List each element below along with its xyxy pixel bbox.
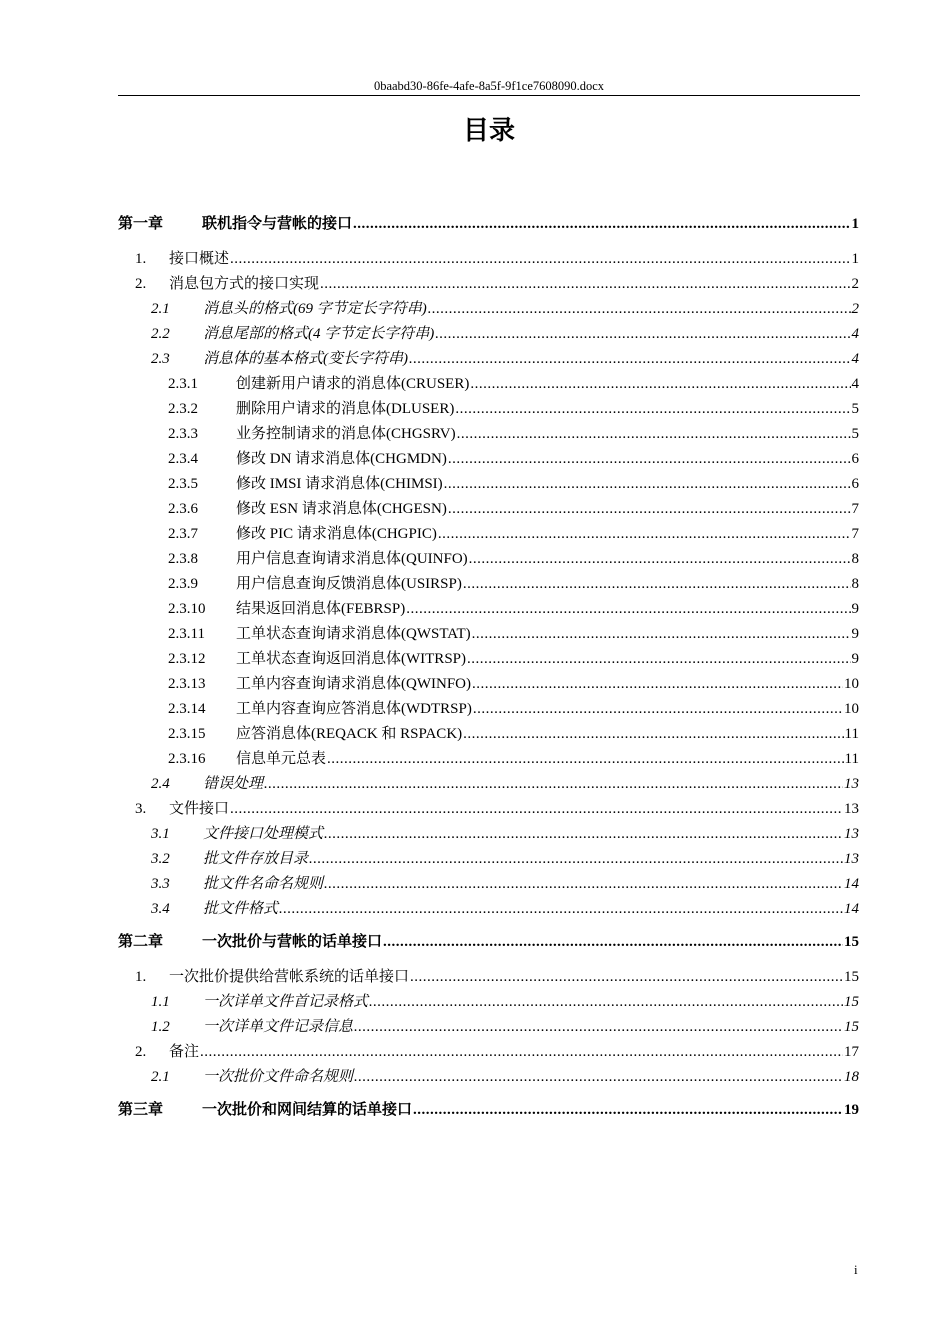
toc-entry[interactable]	[151, 849, 859, 869]
toc-dot-leader	[463, 724, 843, 744]
toc-dot-leader	[435, 324, 850, 344]
toc-dot-leader	[409, 349, 851, 369]
toc-entry-title: 批文件格式	[203, 901, 279, 917]
toc-entry-page: 4	[851, 351, 859, 367]
toc-entry[interactable]	[168, 374, 859, 394]
toc-entry[interactable]	[168, 524, 859, 544]
toc-entry-number: 2.3.12	[168, 651, 206, 667]
toc-entry-page: 1	[851, 251, 859, 267]
toc-entry[interactable]	[135, 274, 859, 294]
toc-dot-leader	[309, 849, 843, 869]
toc-dot-leader	[230, 799, 843, 819]
toc-entry-title: 一次详单文件记录信息	[203, 1019, 354, 1035]
toc-entry-number: 2.3.15	[168, 726, 206, 742]
toc-entry-page: 5	[851, 426, 859, 442]
toc-entry-page: 13	[844, 826, 859, 842]
toc-dot-leader	[354, 1067, 843, 1087]
toc-entry-page: 4	[851, 326, 859, 342]
toc-dot-leader	[467, 649, 851, 669]
toc-entry-title: 文件接口处理模式	[203, 826, 324, 842]
toc-dot-leader	[472, 674, 843, 694]
toc-entry-page: 8	[851, 576, 859, 592]
toc-entry-page: 9	[851, 601, 859, 617]
toc-entry-title: 联机指令与营帐的接口	[202, 216, 353, 232]
toc-dot-leader	[469, 549, 851, 569]
toc-entry-page: 13	[844, 801, 859, 817]
toc-entry[interactable]	[168, 649, 859, 669]
toc-entry-title: 用户信息查询请求消息体(QUINFO)	[236, 551, 468, 567]
toc-dot-leader	[470, 374, 850, 394]
toc-entry-number: 2.1	[151, 301, 170, 317]
toc-entry-number: 2.3.7	[168, 526, 198, 542]
toc-entry[interactable]	[168, 449, 859, 469]
toc-title: 目录	[462, 116, 515, 146]
toc-entry-title: 删除用户请求的消息体(DLUSER)	[236, 401, 455, 417]
toc-entry-page: 17	[844, 1044, 859, 1060]
toc-dot-leader	[457, 424, 851, 444]
toc-entry-page: 9	[851, 651, 859, 667]
toc-dot-leader	[279, 899, 843, 919]
toc-entry-title: 创建新用户请求的消息体(CRUSER)	[236, 376, 470, 392]
toc-entry-number: 2.3.14	[168, 701, 206, 717]
toc-dot-leader	[327, 749, 844, 769]
toc-entry-page: 15	[844, 934, 859, 950]
toc-dot-leader	[444, 474, 851, 494]
toc-dot-leader	[320, 274, 850, 294]
toc-entry-number: 第三章	[118, 1102, 164, 1118]
toc-entry-number: 第一章	[118, 216, 164, 232]
toc-entry-page: 14	[844, 876, 859, 892]
toc-entry-number: 3.2	[151, 851, 170, 867]
toc-entry-title: 结果返回消息体(FEBRSP)	[236, 601, 406, 617]
page-header-filename: 0baabd30-86fe-4afe-8a5f-9f1ce7608090.docx	[373, 79, 605, 93]
toc-entry[interactable]	[151, 1017, 859, 1037]
toc-entry-number: 第二章	[118, 934, 164, 950]
toc-entry[interactable]	[168, 749, 859, 769]
toc-entry-number: 1.	[135, 251, 147, 267]
toc-entry[interactable]	[168, 724, 859, 744]
toc-entry[interactable]	[118, 214, 859, 234]
toc-entry-page: 9	[851, 626, 859, 642]
toc-entry-title: 工单状态查询返回消息体(WITRSP)	[236, 651, 466, 667]
toc-entry-number: 2.1	[151, 1069, 170, 1085]
toc-entry-title: 一次详单文件首记录格式	[203, 994, 369, 1010]
toc-entry-number: 3.1	[151, 826, 170, 842]
toc-entry[interactable]	[168, 499, 859, 519]
toc-entry-title: 信息单元总表	[236, 751, 327, 767]
toc-entry[interactable]	[151, 349, 859, 369]
toc-dot-leader	[230, 249, 850, 269]
toc-entry-page: 10	[844, 701, 859, 717]
toc-entry[interactable]	[151, 899, 859, 919]
toc-entry-title: 业务控制请求的消息体(CHGSRV)	[236, 426, 456, 442]
toc-entry-page: 13	[844, 851, 859, 867]
toc-entry[interactable]	[118, 932, 859, 952]
toc-entry-page: 7	[851, 526, 859, 542]
toc-entry-title: 一次批价和网间结算的话单接口	[202, 1102, 413, 1118]
toc-entry-title: 用户信息查询反馈消息体(USIRSP)	[236, 576, 462, 592]
toc-entry[interactable]	[151, 299, 859, 319]
toc-entry[interactable]	[168, 424, 859, 444]
toc-dot-leader	[369, 992, 843, 1012]
toc-entry[interactable]	[168, 399, 859, 419]
toc-entry-number: 2.3.3	[168, 426, 198, 442]
toc-entry-title: 错误处理	[203, 776, 264, 792]
toc-dot-leader	[406, 599, 850, 619]
toc-entry-title: 批文件名命名规则	[203, 876, 324, 892]
toc-dot-leader	[354, 1017, 843, 1037]
toc-entry[interactable]	[118, 1100, 859, 1120]
toc-entry-number: 2.3.5	[168, 476, 198, 492]
toc-entry[interactable]	[168, 574, 859, 594]
toc-entry-number: 2.3.2	[168, 401, 198, 417]
toc-entry-page: 5	[851, 401, 859, 417]
toc-entry-number: 3.	[135, 801, 147, 817]
toc-entry[interactable]	[168, 624, 859, 644]
toc-entry-page: 14	[844, 901, 859, 917]
toc-entry-title: 修改 DN 请求消息体(CHGMDN)	[236, 451, 447, 467]
toc-dot-leader	[463, 574, 851, 594]
toc-dot-leader	[324, 874, 843, 894]
toc-entry[interactable]	[151, 992, 859, 1012]
toc-entry-title: 消息包方式的接口实现	[169, 276, 320, 292]
toc-entry[interactable]	[135, 799, 859, 819]
toc-entry[interactable]	[168, 474, 859, 494]
toc-entry-number: 2.3.16	[168, 751, 206, 767]
toc-entry-page: 18	[844, 1069, 859, 1085]
toc-entry-number: 2.	[135, 276, 147, 292]
toc-entry[interactable]	[168, 599, 859, 619]
toc-entry-page: 7	[851, 501, 859, 517]
toc-entry-title: 接口概述	[169, 251, 230, 267]
toc-entry-number: 1.1	[151, 994, 170, 1010]
toc-entry-number: 2.3.6	[168, 501, 198, 517]
toc-entry-number: 2.	[135, 1044, 147, 1060]
toc-dot-leader	[472, 624, 851, 644]
toc-dot-leader	[410, 967, 843, 987]
toc-entry[interactable]	[151, 774, 859, 794]
toc-entry-title: 一次批价与营帐的话单接口	[202, 934, 383, 950]
toc-entry[interactable]	[135, 249, 859, 269]
toc-entry-title: 工单内容查询请求消息体(QWINFO)	[236, 676, 471, 692]
toc-entry-page: 11	[844, 726, 859, 742]
toc-entry-number: 1.2	[151, 1019, 170, 1035]
toc-entry-page: 2	[851, 276, 859, 292]
toc-dot-leader	[448, 499, 851, 519]
toc-entry[interactable]	[151, 874, 859, 894]
toc-entry-page: 11	[844, 751, 859, 767]
toc-entry-title: 消息尾部的格式(4 字节定长字符串)	[203, 326, 435, 342]
toc-entry-number: 1.	[135, 969, 147, 985]
toc-entry-page: 6	[851, 476, 859, 492]
toc-entry-number: 2.3.11	[168, 626, 205, 642]
toc-entry[interactable]	[168, 549, 859, 569]
toc-entry-title: 消息体的基本格式(变长字符串)	[203, 351, 408, 367]
toc-entry-page: 6	[851, 451, 859, 467]
toc-entry[interactable]	[151, 324, 859, 344]
toc-entry-number: 2.4	[151, 776, 170, 792]
toc-entry-page: 10	[844, 676, 859, 692]
toc-entry-title: 备注	[169, 1044, 200, 1060]
toc-entry[interactable]	[135, 1042, 859, 1062]
toc-dot-leader	[473, 699, 843, 719]
toc-entry-page: 15	[844, 1019, 859, 1035]
toc-entry-title: 文件接口	[169, 801, 230, 817]
toc-dot-leader	[438, 524, 851, 544]
toc-entry-number: 3.4	[151, 901, 170, 917]
toc-dot-leader	[383, 932, 843, 952]
toc-entry-number: 2.3.1	[168, 376, 198, 392]
toc-entry-title: 批文件存放目录	[203, 851, 309, 867]
toc-entry-title: 工单内容查询应答消息体(WDTRSP)	[236, 701, 472, 717]
toc-entry-title: 消息头的格式(69 字节定长字符串)	[203, 301, 427, 317]
toc-entry-page: 15	[844, 994, 859, 1010]
toc-entry-title: 工单状态查询请求消息体(QWSTAT)	[236, 626, 471, 642]
toc-entry-title: 应答消息体(REQACK 和 RSPACK)	[236, 726, 463, 742]
toc-entry[interactable]	[151, 824, 859, 844]
toc-entry-page: 1	[851, 216, 859, 232]
toc-dot-leader	[324, 824, 843, 844]
toc-entry[interactable]	[135, 967, 859, 987]
toc-entry-page: 2	[851, 301, 859, 317]
toc-entry-number: 2.3.4	[168, 451, 198, 467]
footer-page-number: i	[854, 1262, 858, 1277]
toc-entry-number: 2.2	[151, 326, 170, 342]
toc-entry[interactable]	[168, 699, 859, 719]
toc-dot-leader	[455, 399, 850, 419]
toc-dot-leader	[264, 774, 843, 794]
toc-dot-leader	[353, 214, 850, 234]
toc-entry-page: 15	[844, 969, 859, 985]
toc-entry-title: 修改 IMSI 请求消息体(CHIMSI)	[236, 476, 443, 492]
toc-entry-number: 2.3.10	[168, 601, 206, 617]
toc-entry-number: 2.3	[151, 351, 170, 367]
toc-entry-page: 8	[851, 551, 859, 567]
toc-entry-title: 修改 PIC 请求消息体(CHGPIC)	[236, 526, 437, 542]
toc-entry-page: 19	[844, 1102, 859, 1118]
toc-dot-leader	[428, 299, 851, 319]
toc-dot-leader	[448, 449, 851, 469]
toc-dot-leader	[200, 1042, 843, 1062]
toc-entry-page: 4	[851, 376, 859, 392]
toc-dot-leader	[413, 1100, 843, 1120]
toc-entry-page: 13	[844, 776, 859, 792]
toc-entry-number: 2.3.13	[168, 676, 206, 692]
toc-entry-title: 一次批价文件命名规则	[203, 1069, 354, 1085]
toc-entry-number: 3.3	[151, 876, 170, 892]
toc-entry-title: 修改 ESN 请求消息体(CHGESN)	[236, 501, 447, 517]
toc-entry[interactable]	[151, 1067, 859, 1087]
toc-entry[interactable]	[168, 674, 859, 694]
toc-entry-number: 2.3.9	[168, 576, 198, 592]
toc-entry-number: 2.3.8	[168, 551, 198, 567]
toc-entry-title: 一次批价提供给营帐系统的话单接口	[169, 969, 410, 985]
